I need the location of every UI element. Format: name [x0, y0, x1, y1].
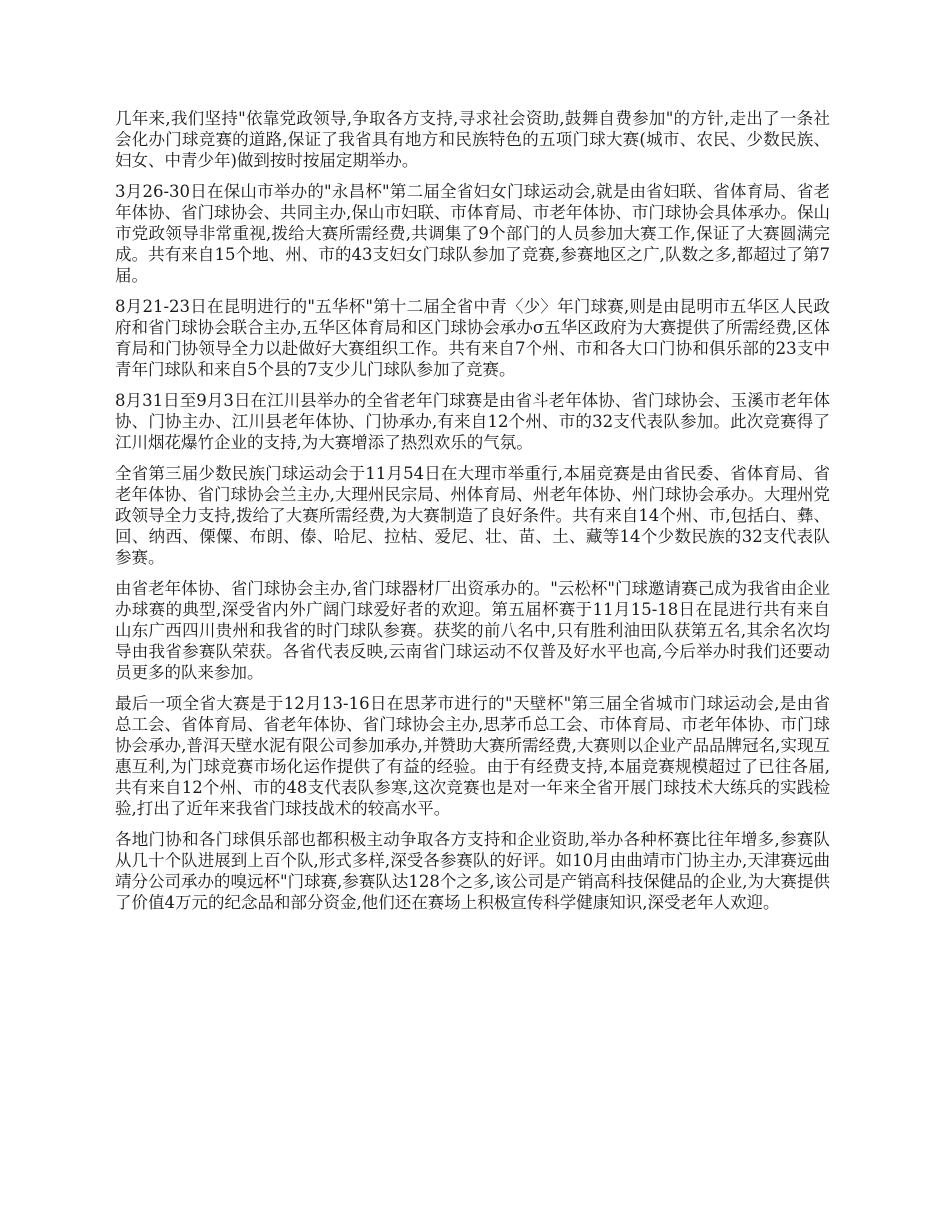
paragraph-3: 8月21-23日在昆明进行的"五华杯"第十二届全省中青〈少〉年门球赛,则是由昆明市五华区人民政府和省门球协会联合主办,五华区体育局和区门球协会承办σ五华区政府为大赛提供了所需经费,区体育局和门协领导全力以赴做好大赛组织工作。共有来自7个州、市和各大口门协和俱乐部的23支中青年门球队和来自5个县的7支少儿门球队参加了竞赛。	[115, 297, 830, 379]
paragraph-5: 全省第三届少数民族门球运动会于11月54日在大理市举重行,本届竞赛是由省民委、省体育局、省老年体协、省门球协会兰主办,大理州民宗局、州体育局、州老年体协、州门球协会承办。大理州党政领导全力支持,拨给了大赛所需经费,为大赛制造了良好条件。共有来自14个州、市,包括白、彝、回、纳西、傈僳、布朗、傣、哈尼、拉枯、爱尼、壮、苗、土、藏等14个少数民族的32支代表队参赛。	[115, 464, 830, 567]
paragraph-4: 8月31日至9月3日在江川县举办的全省老年门球赛是由省斗老年体协、省门球协会、玉溪市老年体协、门协主办、江川县老年体协、门协承办,有来自12个州、市的32支代表队参加。此次竞赛得了江川烟花爆竹企业的支持,为大赛增添了热烈欢乐的气氛。	[115, 391, 830, 452]
paragraph-6: 由省老年体协、省门球协会主办,省门球器材厂出资承办的。"云松杯"门球邀请赛己成为我省由企业办球赛的典型,深受省内外广阔门球爱好者的欢迎。第五届杯赛于11月15-18日在昆进行共有来自山东广西四川贵州和我省的时门球队参赛。获奖的前八名中,只有胜利油田队获第五名,其余名次均导由我省参赛队荣获。各省代表反映,云南省门球运动不仅普及好水平也高,今后举办时我们还要动员更多的队来参加。	[115, 579, 830, 682]
paragraph-2: 3月26-30日在保山市举办的"永昌杯"第二届全省妇女门球运动会,就是由省妇联、省体育局、省老年体协、省门球协会、共同主办,保山市妇联、市体育局、市老年体协、市门球协会具体承办。保山市党政领导非常重视,拨给大赛所需经费,共调集了9个部门的人员参加大赛工作,保证了大赛圆满完成。共有来自15个地、州、市的43支妇女门球队参加了竞赛,参赛地区之广,队数之多,都超过了第7届。	[115, 182, 830, 285]
paragraph-8: 各地门协和各门球俱乐部也都积极主动争取各方支持和企业资助,举办各种杯赛比往年增多,参赛队从几十个队进展到上百个队,形式多样,深受各参赛队的好评。如10月由曲靖市门协主办,天津赛远曲靖分公司承办的嗅远杯"门球赛,参赛队达128个之多,该公司是产销高科技保健品的企业,为大赛提供了价值4万元的纪念品和部分资金,他们还在赛场上积极宣传科学健康知识,深受老年人欢迎。	[115, 830, 830, 912]
paragraph-1: 几年来,我们坚持"依靠党政领导,争取各方支持,寻求社会资助,鼓舞自费参加"的方针,走出了一条社会化办门球竞赛的道路,保证了我省具有地方和民族特色的五项门球大赛(城市、农民、少数民族、妇女、中青少年)做到按时按届定期举办。	[115, 109, 830, 170]
paragraph-7: 最后一项全省大赛是于12月13-16日在思茅市进行的"天壁杯"第三届全省城市门球运动会,是由省总工会、省体育局、省老年体协、省门球协会主办,思茅币总工会、市体育局、市老年体协、市门球协会承办,普洱天壁水泥有限公司参加承办,并赞助大赛所需经费,大赛则以企业产品品牌冠名,实现互惠互利,为门球竞赛市场化运作提供了有益的经验。由于有经费支持,本届竞赛规模超过了已往各届,共有来自12个州、市的48支代表队参寒,这次竞赛也是对一年来全省开展门球技术大练兵的实践检验,打出了近年来我省门球技战术的较高水平。	[115, 694, 830, 818]
